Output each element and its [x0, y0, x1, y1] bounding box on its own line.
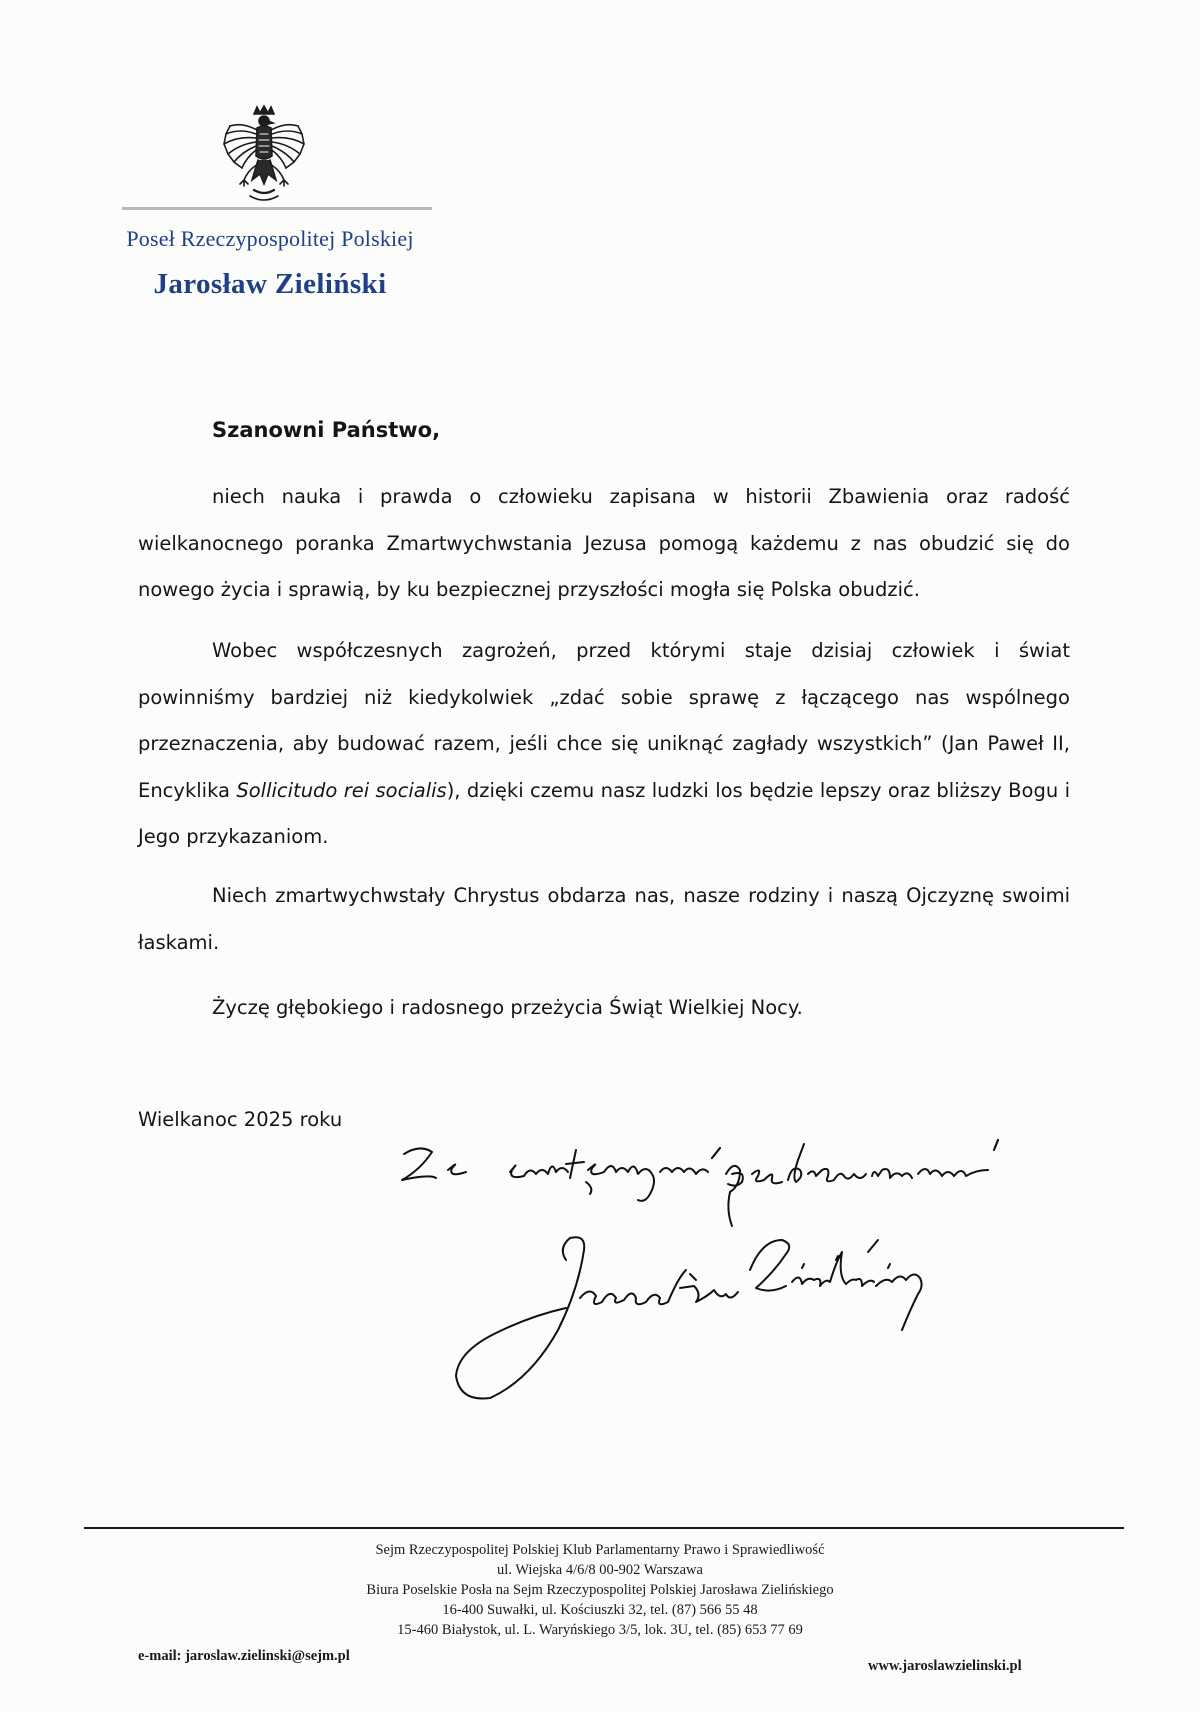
letter-greeting: Szanowni Państwo, — [212, 418, 441, 442]
footer-line: 16-400 Suwałki, ul. Kościuszki 32, tel. (87) 566 55 48 — [442, 1602, 758, 1618]
handwritten-signature — [390, 1130, 1080, 1430]
encyclical-title: Sollicitudo rei socialis — [236, 778, 447, 802]
paragraph-2-text-after: ), dzięki czemu nasz ludzki los będzie lepszy oraz bliższy Bogu i Jego przykazaniom. — [138, 778, 1071, 848]
letter-paragraph-4: Życzę głębokiego i radosnego przeżycia Świąt Wielkiej Nocy. — [212, 996, 803, 1019]
letterhead-divider — [122, 207, 432, 210]
footer-line: Biura Poselskie Posła na Sejm Rzeczypospolitej Polskiej Jarosława Zielińskiego — [366, 1582, 834, 1598]
footer-divider — [84, 1527, 1124, 1529]
footer-line: 15-460 Białystok, ul. L. Waryńskiego 3/5, lok. 3U, tel. (85) 653 77 69 — [397, 1622, 803, 1638]
letterhead-title: Poseł Rzeczypospolitej Polskiej — [126, 226, 414, 251]
letter-paragraph-3: Niech zmartwychwstały Chrystus obdarza nas, nasze rodziny i naszą Ojczyznę swoimi łaskami. — [138, 884, 1070, 954]
letterhead-name: Jarosław Zieliński — [153, 268, 387, 300]
footer-address-block — [250, 1540, 950, 1640]
polish-eagle-emblem-icon — [214, 104, 314, 206]
letter-paragraph-1: niech nauka i prawda o człowieku zapisana w historii Zbawienia oraz radość wielkanocnego poranka Zmartwychwstania Jezusa pomogą każdemu z nas obudzić się do nowego życia i sprawią, by ku bezpiecznej przyszłości mogła się Polska obudzić. — [138, 485, 1070, 601]
footer-website: www.jaroslawzielinski.pl — [868, 1658, 1022, 1674]
paragraph-2-text-before: Wobec współczesnych zagrożeń, przed którymi staje dzisiaj człowiek i świat powinniśmy bardziej niż kiedykolwiek „zdać sobie sprawę z łączącego nas wspólnego przeznaczenia, aby budować razem, jeśli chce się uniknąć zagłady wszystkich” (Jan Paweł II, Encyklika — [138, 639, 1070, 802]
footer-email: e-mail: jaroslaw.zielinski@sejm.pl — [138, 1648, 350, 1664]
letter-date: Wielkanoc 2025 roku — [138, 1108, 343, 1131]
letter-paragraph-2 — [138, 628, 1070, 861]
footer-line: ul. Wiejska 4/6/8 00-902 Warszawa — [497, 1562, 703, 1578]
footer-line: Sejm Rzeczypospolitej Polskiej Klub Parlamentarny Prawo i Sprawiedliwość — [375, 1542, 825, 1558]
